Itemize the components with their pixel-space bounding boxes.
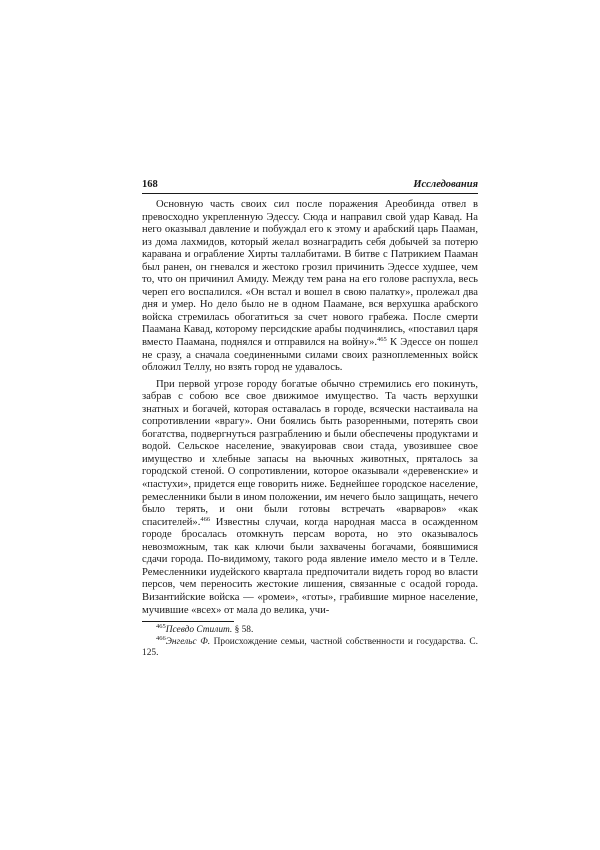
text-run: Известны случаи, когда народная масса в осажденном городе бросалась отомкнуть персам ворота, но это оказывалось невозможным, так как ключи были захвачены богачами, боявшимися сдачи города. По-видимому, такого рода явление имело место и в Телле. Ремесленники иудейского квартала предпочитали видеть город во власти персов, чем переносить жестокие лишения, связанные с осадой города. Византийские войска — «ромеи», «готы», грабившие мирное население, мучившие «всех» от мала до велика, учи- [142, 516, 478, 616]
footnote-divider [142, 621, 234, 622]
paragraph [142, 199, 478, 375]
text-run: К Эдессе он пошел не сразу, а сначала соединенными силами своих разноплеменных войск обложил Теллу, но взять город не удавалось. [142, 337, 478, 374]
footnote [142, 637, 478, 659]
footnotes [142, 625, 478, 660]
footnote-text: Происхождение семьи, частной собственности и государства. С. 125. [142, 637, 478, 659]
footnote-number: 465 [156, 623, 166, 631]
footnote [142, 625, 478, 636]
footnote-number: 466 [156, 635, 166, 643]
page-number: 168 [142, 179, 158, 190]
footnote-author: Псевдо Стилит. [165, 625, 233, 636]
running-head [142, 179, 478, 194]
footnote-ref: 465 [377, 336, 387, 344]
footnote-text: § 58. [232, 625, 254, 636]
body-text [142, 199, 478, 617]
page-content [142, 179, 478, 661]
text-run: Основную часть своих сил после поражения Ареобинда отвел в превосходно укрепленную Эдессу. Сюда и направил свой удар Кавад. На него оказывал давление и побуждал его к этому и арабский царь Пааман, из дома лахмидов, который желал вознаградить себя добычей за потерю каравана и ограбление Хирты таллабитами. В битве с Патрикием Пааман был ранен, он гневался и жестоко грозил причинить Эдессе худшее, чем то, что он причинил Амиду. Между тем рана на его голове распухла, весь череп его воспалился. «Он встал и вошел в свою палатку», пролежал два дня и умер. Но дело было не в одном Паамане, вся верхушка арабского войска стремилась обогатиться за счет нового грабежа. После смерти Паамана Кавад, которому персидские арабы подчинялись, «поставил царя вместо Паамана, поднялся и отправился на войну». [142, 199, 478, 349]
paragraph [142, 379, 478, 617]
text-run: При первой угрозе городу богатые обычно стремились его покинуть, забрав с собою все свое движимое имущество. Та часть верхушки знатных и богачей, которая оставалась в городе, всячески настаивала на сопротивлении «врагу». Они боялись быть разоренными, потерять свои богатства, подвергнуться разграблению и были обеспечены продуктами и водой. Сельское население, эвакуировав свои стада, увозившее свое имущество и хлебные запасы на вьючных животных, пряталось за городской стеной. О сопротивлении, которое оказывали «деревенские» и «пастухи», придется еще говорить ниже. Беднейшее городское население, ремесленники были в ином положении, им нечего было защищать, нечего было терять, и они были готовы встречать «варваров» «как спасителей». [142, 378, 478, 528]
footnote-ref: 466 [200, 515, 211, 523]
section-title: Исследования [413, 179, 478, 190]
footnote-author: Энгельс Ф. [165, 637, 211, 648]
